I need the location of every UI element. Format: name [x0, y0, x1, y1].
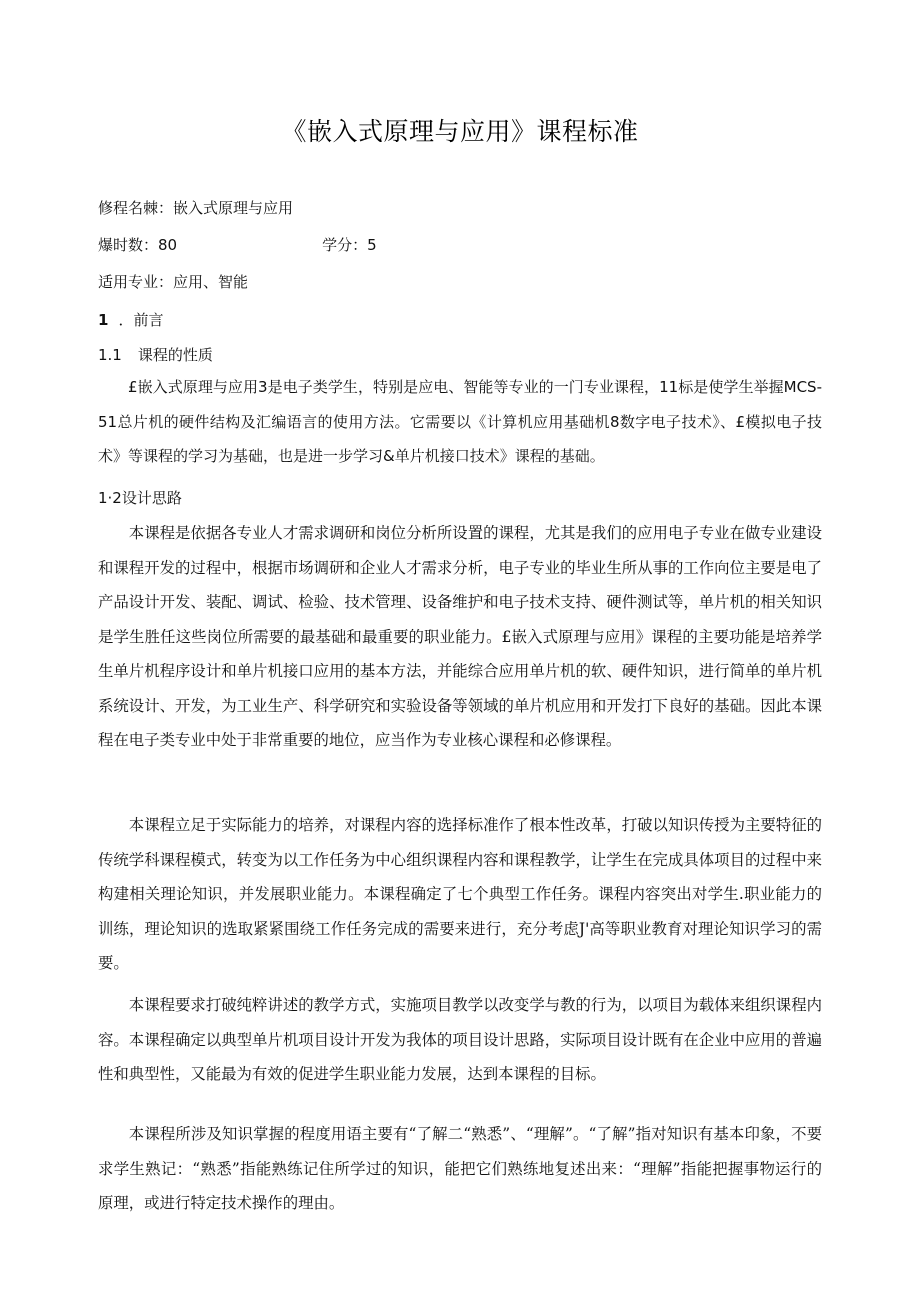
paragraph-project-teaching: 本课程要求打破纯粹讲述的教学方式，实施项目教学以改变学与教的行为，以项目为载体来组织课程内容。本课程确定以典型单片机项目设计开发为我体的项目设计思路，实际项目设计既有在企业中应用的普遍性和典型性，又能最为有效的促进学生职业能力发展，达到本课程的目标。: [98, 996, 822, 1083]
paragraph-ability-focus: 本课程立足于实际能力的培养，对课程内容的选择标准作了根本性改革，打破以知识传授为主要特征的传统学科课程模式，转变为以工作任务为中心组织课程内容和课程教学，让学生在完成具体项目的过程中来构建相关理论知识，并发展职业能力。本课程确定了七个典型工作任务。课程内容突出对学生.职业能力的训练，理论知识的选取紧紧围绕工作任务完成的需要来进行，充分考虑J'高等职业教育对理论知识学习的需要。: [98, 816, 822, 972]
subsection-title: 课程的性质: [137, 346, 213, 364]
section-heading-preface: [98, 309, 163, 331]
subsection-heading-design: 1·2设计思路: [98, 489, 182, 507]
meta-hours-credits: [98, 234, 377, 256]
paragraph-course-nature: £嵌入式原理与应用3是电子类学生，特别是应电、智能等专业的一门专业课程，11标是使学生举握MCS-51总片机的硬件结构及汇编语言的使用方法。它需要以《计算机应用基础机8数字电子技术》、£模拟电子技术》等课程的学习为基础，也是进一步学习&单片机接口技术》课程的基础。: [98, 378, 822, 465]
paragraph-terminology: 本课程所涉及知识掌握的程度用语主要有“了解二“熟悉”、“理解”。“了解”指对知识有基本印象，不要求学生熟记：“熟悉”指能熟练记住所学过的知识，能把它们熟练地复述出来：“理解”指能把握事物运行的原理，或进行特定技术操作的理由。: [98, 1125, 822, 1212]
section-title: ．前言: [118, 311, 164, 329]
paragraph-design-rationale: 本课程是依据各专业人才需求调研和岗位分析所设置的课程，尤其是我们的应用电子专业在做专业建设和课程开发的过程中，根据市场调研和企业人才需求分析，电子专业的毕业生所从事的工作向位主要是电了产品设计开发、装配、调试、检验、技术管理、设备维护和电子技术支持、硬件测试等，单片机的相关知识是学生胜任这些岗位所需要的最基础和最重要的职业能力。£嵌入式原理与应用》课程的主要功能是培养学生单片机程序设计和单片机接口应用的基本方法，并能综合应用单片机的软、硬件知识，进行简单的单片机系统设计、开发，为工业生产、科学研究和实验设备等领域的单片机应用和开发打下良好的基础。因此本课程在电子类专业中处于非常重要的地位，应当作为专业核心课程和必修课程。: [98, 524, 822, 749]
meta-credits: 学分：5: [322, 236, 377, 254]
section-number: 1: [98, 311, 109, 329]
meta-major: 适用专业：应用、智能: [98, 273, 249, 291]
subsection-number: 1.1: [98, 346, 122, 364]
meta-course-name: 修程名棘：嵌入式原理与应用: [98, 199, 294, 217]
document-title: 《嵌入式原理与应用》课程标准: [281, 117, 639, 146]
subsection-heading-nature: [98, 344, 213, 366]
meta-hours: 爆时数：80: [98, 236, 178, 254]
